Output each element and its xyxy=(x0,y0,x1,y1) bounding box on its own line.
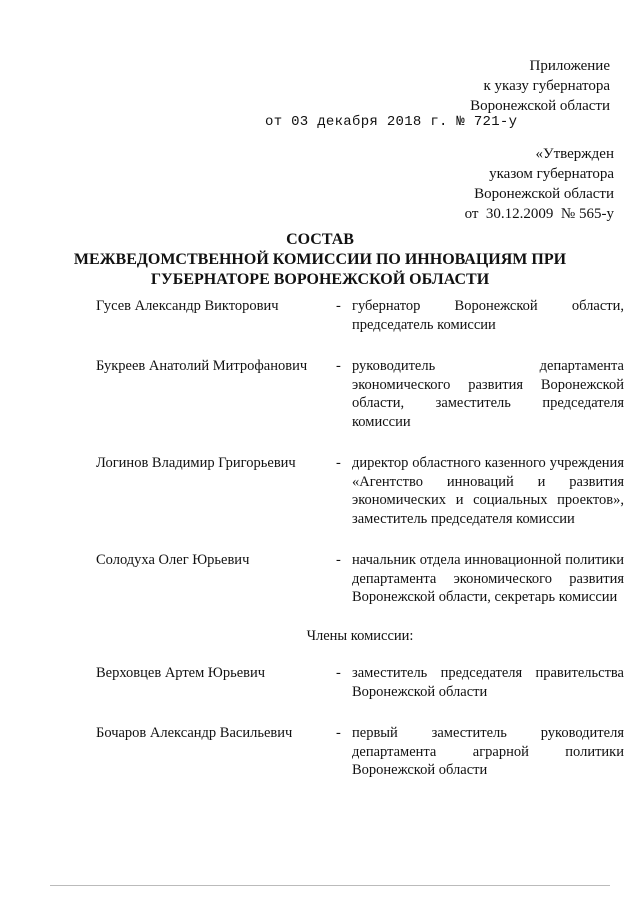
member-row xyxy=(96,551,624,607)
appendix-line: к указу губернатора xyxy=(483,78,610,94)
member-dash: - xyxy=(336,552,341,568)
approved-line: указом губернатора xyxy=(489,166,614,182)
member-name: Гусев Александр Викторович xyxy=(96,298,279,314)
page-bottom-rule xyxy=(50,885,610,886)
member-row xyxy=(96,724,624,780)
title-line: МЕЖВЕДОМСТВЕННОЙ КОМИССИИ ПО ИННОВАЦИЯМ ПРИ xyxy=(73,251,567,268)
member-name: Бочаров Александр Васильевич xyxy=(96,725,293,741)
member-dash: - xyxy=(336,725,341,741)
members-heading: Члены комиссии: xyxy=(306,627,414,644)
member-name: Солодуха Олег Юрьевич xyxy=(96,552,250,568)
member-dash: - xyxy=(336,358,341,374)
member-role: начальник отдела инновационной политики департамента экономического развития Воронежской области, секретарь комиссии xyxy=(352,552,624,605)
member-dash: - xyxy=(336,665,341,681)
approved-block xyxy=(465,144,614,224)
appendix-block xyxy=(470,56,610,116)
member-row xyxy=(96,297,624,334)
member-role: губернатор Воронежской области, председатель комиссии xyxy=(352,298,624,333)
member-row xyxy=(96,664,624,701)
decree-stamp-line: от 03 декабря 2018 г. № 721-у xyxy=(265,114,518,130)
document-title xyxy=(0,230,640,290)
member-dash: - xyxy=(336,455,341,471)
member-name: Логинов Владимир Григорьевич xyxy=(96,455,296,471)
appendix-line: Воронежской области xyxy=(470,98,610,114)
member-role: директор областного казенного учреждения «Агентство инноваций и развития экономических и социальных проектов», заместитель председателя комиссии xyxy=(352,455,624,527)
member-role: руководитель департамента экономического развития Воронежской области, заместитель председателя комиссии xyxy=(352,358,624,430)
title-line: СОСТАВ xyxy=(286,231,354,248)
member-name: Верховцев Артем Юрьевич xyxy=(96,665,266,681)
member-dash: - xyxy=(336,298,341,314)
member-name: Букреев Анатолий Митрофанович xyxy=(96,358,308,374)
appendix-line: Приложение xyxy=(529,58,610,74)
member-row xyxy=(96,454,624,528)
member-row xyxy=(96,357,624,431)
approved-line: «Утвержден xyxy=(535,146,614,162)
approved-line: Воронежской области xyxy=(474,186,614,202)
title-line: ГУБЕРНАТОРЕ ВОРОНЕЖСКОЙ ОБЛАСТИ xyxy=(150,271,490,288)
approved-line: от 30.12.2009 № 565-у xyxy=(464,206,614,222)
member-role: заместитель председателя правительства Воронежской области xyxy=(352,665,624,700)
member-role: первый заместитель руководителя департамента аграрной политики Воронежской области xyxy=(352,725,624,778)
commission-list xyxy=(96,297,624,780)
